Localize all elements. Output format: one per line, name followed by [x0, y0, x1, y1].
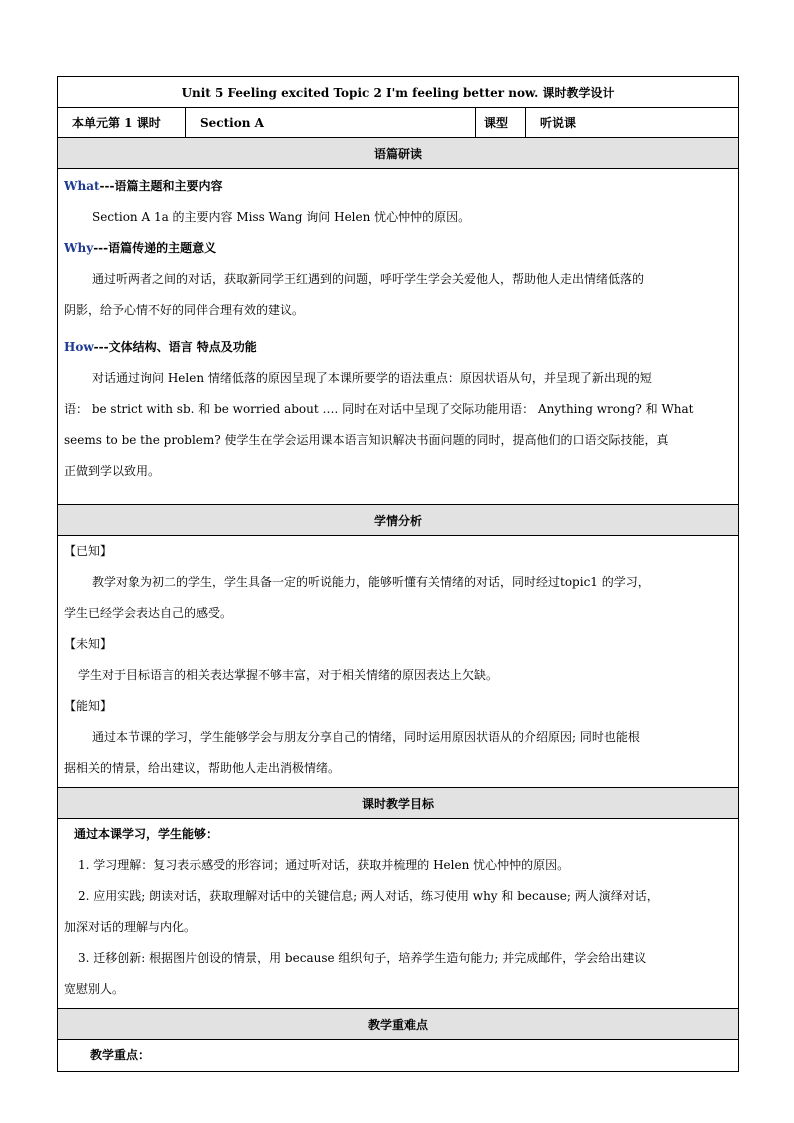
objectives-intro: 通过本课学习，学生能够：	[74, 827, 219, 841]
lesson-plan-table	[57, 76, 739, 1072]
how-line-1: 对话通过询问 Helen 情绪低落的原因呈现了本课所要学的语法重点：原因状语从句，并呈现了新出现的短	[92, 371, 652, 385]
goal-2-line-1: 2. 应用实践; 朗读对话，获取理解对话中的关键信息; 两人对话，练习使用 why 和 because; 两人演绎对话，	[78, 889, 659, 903]
unknown-label: 【未知】	[64, 637, 113, 651]
able-label: 【能知】	[64, 699, 113, 713]
section-heading-key-points: 教学重难点	[58, 1009, 739, 1040]
key-points-body	[58, 1040, 739, 1072]
section-heading-text-study: 语篇研读	[58, 138, 739, 169]
how-heading: How---文体结构、语言 特点及功能	[64, 340, 257, 354]
how-line-4: 正做到学以致用。	[64, 464, 161, 478]
lesson-label-cell	[58, 108, 186, 138]
known-line-2: 学生已经学会表达自己的感受。	[64, 606, 233, 620]
goal-3-line-1: 3. 迁移创新: 根据图片创设的情景，用 because 组织句子，培养学生造句能力; 并完成邮件，学会给出建议	[78, 951, 647, 965]
objectives-body	[58, 819, 739, 1009]
section-heading-objectives: 课时教学目标	[58, 788, 739, 819]
known-line-1: 教学对象为初二的学生，学生具备一定的听说能力，能够听懂有关情绪的对话，同时经过topic1 的学习，	[92, 575, 650, 589]
what-text: Section A 1a 的主要内容 Miss Wang 询问 Helen 忧心忡忡的原因。	[92, 210, 471, 224]
type-value: 听说课	[540, 116, 577, 130]
unknown-line-1: 学生对于目标语言的相关表达掌握不够丰富，对于相关情绪的原因表达上欠缺。	[78, 668, 499, 682]
section-heading-learner-analysis: 学情分析	[58, 505, 739, 536]
learner-analysis-body	[58, 536, 739, 788]
lesson-label: 本单元第 1 课时	[72, 116, 161, 130]
section-cell	[186, 108, 476, 138]
why-line-1: 通过听两者之间的对话，获取新同学王红遇到的问题，呼吁学生学会关爱他人，帮助他人走出情绪低落的	[92, 272, 645, 286]
why-heading: Why---语篇传递的主题意义	[64, 241, 217, 255]
info-row	[58, 108, 739, 138]
known-label: 【已知】	[64, 544, 113, 558]
how-line-3: seems to be the problem? 使学生在学会运用课本语言知识解决书面问题的同时，提高他们的口语交际技能，真	[64, 433, 669, 447]
focus-label: 教学重点：	[90, 1048, 151, 1062]
document-title: Unit 5 Feeling excited Topic 2 I'm feeling better now. 课时教学设计	[58, 77, 739, 108]
able-line-2: 据相关的情景，给出建议，帮助他人走出消极情绪。	[64, 761, 341, 775]
goal-2-line-2: 加深对话的理解与内化。	[64, 920, 197, 934]
able-line-1: 通过本节课的学习，学生能够学会与朋友分享自己的情绪，同时运用原因状语从的介绍原因; 同时也能根	[92, 730, 640, 744]
text-study-body	[58, 169, 739, 505]
type-label-cell	[476, 108, 526, 138]
how-line-2: 语： be strict with sb. 和 be worried about …. 同时在对话中呈现了交际功能用语： Anything wrong? 和 What	[64, 402, 694, 416]
goal-1: 1. 学习理解：复习表示感受的形容词；通过听对话，获取并梳理的 Helen 忧心忡忡的原因。	[78, 858, 570, 872]
section-value: Section A	[200, 115, 264, 130]
what-heading: What---语篇主题和主要内容	[64, 179, 223, 193]
type-value-cell	[526, 108, 739, 138]
goal-3-line-2: 宽慰别人。	[64, 982, 125, 996]
why-line-2: 阴影，给予心情不好的同伴合理有效的建议。	[64, 303, 305, 317]
type-label: 课型	[484, 116, 509, 130]
